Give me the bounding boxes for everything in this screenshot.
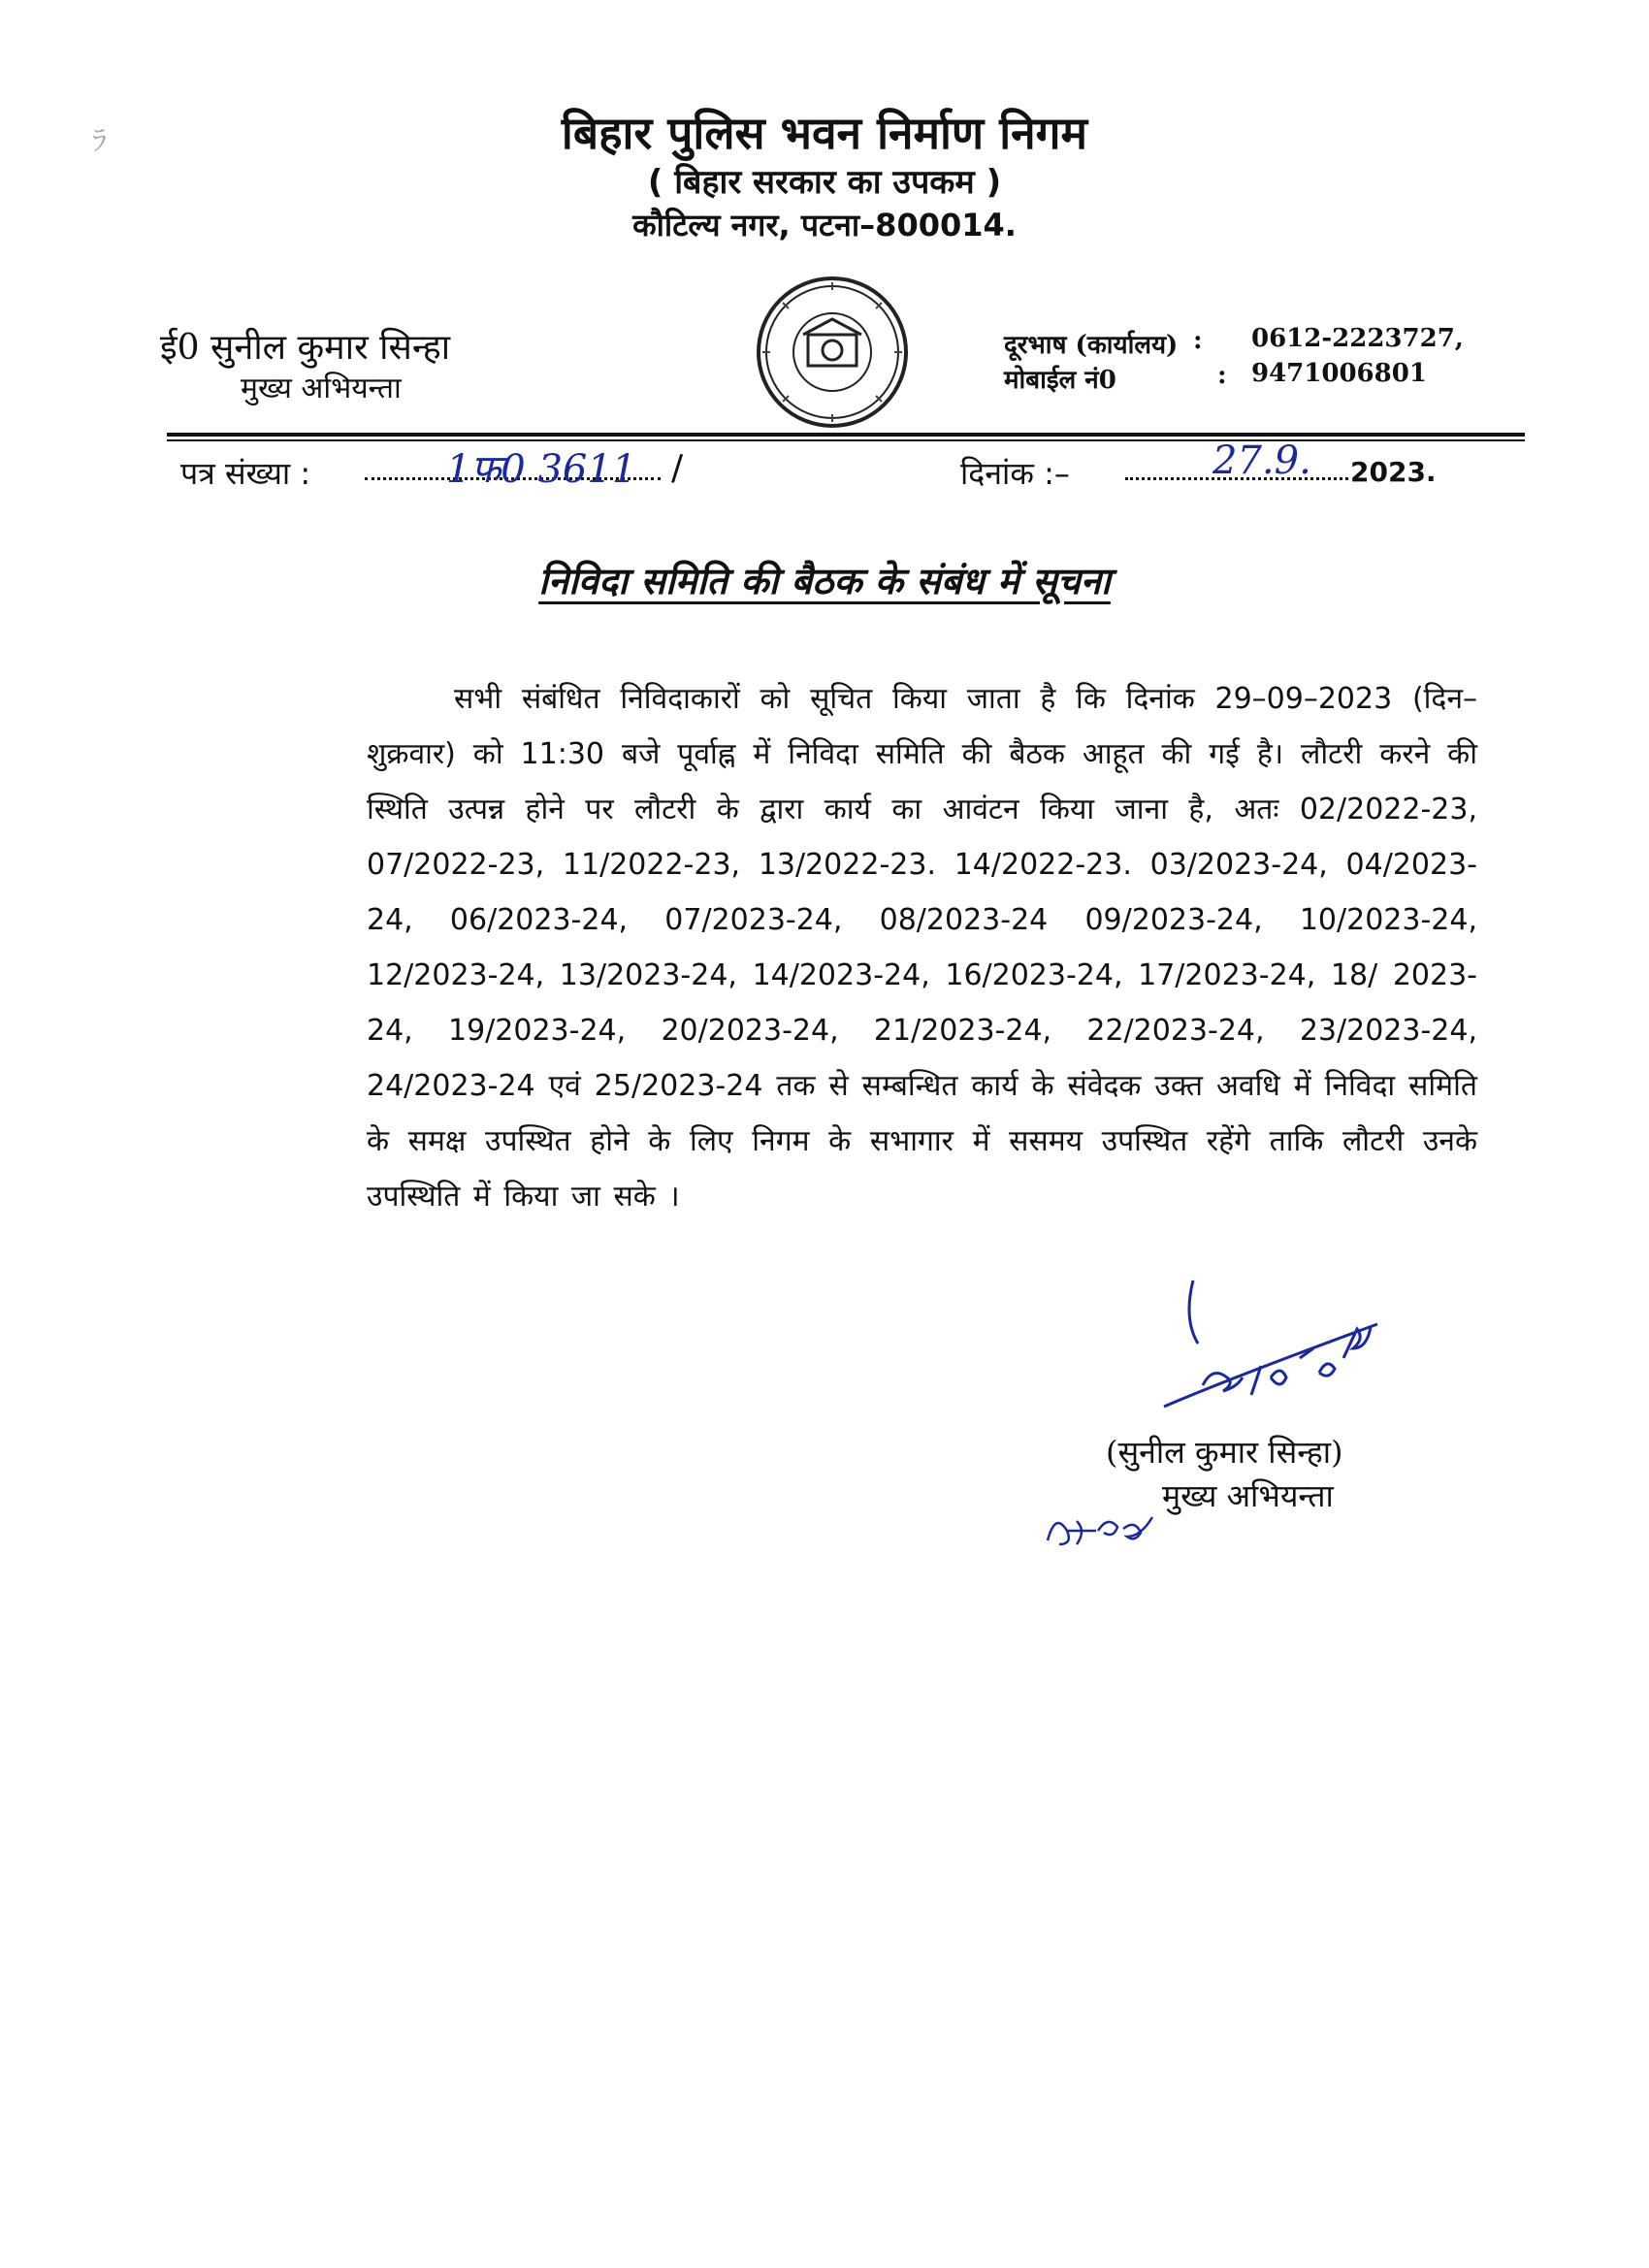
handwritten-initial-icon xyxy=(1038,1502,1174,1560)
signer-designation: मुख्य अभियन्ता xyxy=(1162,1477,1334,1514)
sender-designation: मुख्य अभियन्ता xyxy=(241,372,402,405)
phone-label: दूरभाष (कार्यालय) xyxy=(1004,331,1179,360)
mobile-label: मोबाईल नं0 xyxy=(1004,366,1116,395)
phone-separator: : xyxy=(1193,326,1203,355)
margin-mark: ﾗ xyxy=(92,124,107,158)
mobile-separator: : xyxy=(1217,361,1227,390)
signer-name: (सुनील कुमार सिन्हा) xyxy=(1106,1434,1343,1471)
handwritten-signature-icon xyxy=(1145,1271,1397,1436)
notice-subject: निविदा समिति की बैठक के संबंध में सूचना xyxy=(538,560,1111,602)
phone-value: 0612-2223727, xyxy=(1251,324,1464,353)
letter-number-slash: / xyxy=(671,448,684,488)
date-handwritten: 27.9. xyxy=(1212,438,1311,483)
notice-body: सभी संबंधित निविदाकारों को सूचित किया जाता है कि दिनांक 29–09–2023 (दिन– शुक्रवार) को 11:30 बजे पूर्वाह्न में निविदा समिति की बैठक आहूत की गई है। लौटरी करने की स्थिति उत्पन्न होने पर लौटरी के द्वारा कार्य का आवंटन किया जाना है, अतः 02/2022-23, 07/2022-23, 11/2022-23, 13/2022-23. 14/2022-23. 03/2023-24, 04/2023-24, 06/2023-24, 07/2023-24, 08/2023-24 09/2023-24, 10/2023-24, 12/2023-24, 13/2023-24, 14/2023-24, 16/2023-24, 17/2023-24, 18/ 2023-24, 19/2023-24, 20/2023-24, 21/2023-24, 22/2023-24, 23/2023-24, 24/2023-24 एवं 25/2023-24 तक से सम्बन्धित कार्य के संवेदक उक्त अवधि में निविदा समिति के समक्ष उपस्थित होने के लिए निगम के सभागार में ससमय उपस्थित रहेंगे ताकि लौटरी उनके उपस्थिति में किया जा सके । xyxy=(367,682,1477,1214)
date-year: 2023. xyxy=(1350,456,1437,488)
date-label: दिनांक :– xyxy=(960,455,1070,492)
org-subtitle: ( बिहार सरकार का उपकम ) xyxy=(647,163,1002,202)
org-address: कौटिल्य नगर, पटना–800014. xyxy=(632,207,1017,243)
header-divider-thick xyxy=(167,433,1525,437)
letter-number-label: पत्र संख्या : xyxy=(180,455,311,492)
organization-seal-icon xyxy=(755,275,910,430)
sender-name: ई0 सुनील कुमार सिन्हा xyxy=(160,328,451,368)
mobile-value: 9471006801 xyxy=(1251,359,1427,388)
org-name: बिहार पुलिस भवन निर्माण निगम xyxy=(561,107,1088,159)
letter-number-handwritten: 1फ0 3611 xyxy=(446,447,637,492)
header-divider-thin xyxy=(167,439,1525,441)
